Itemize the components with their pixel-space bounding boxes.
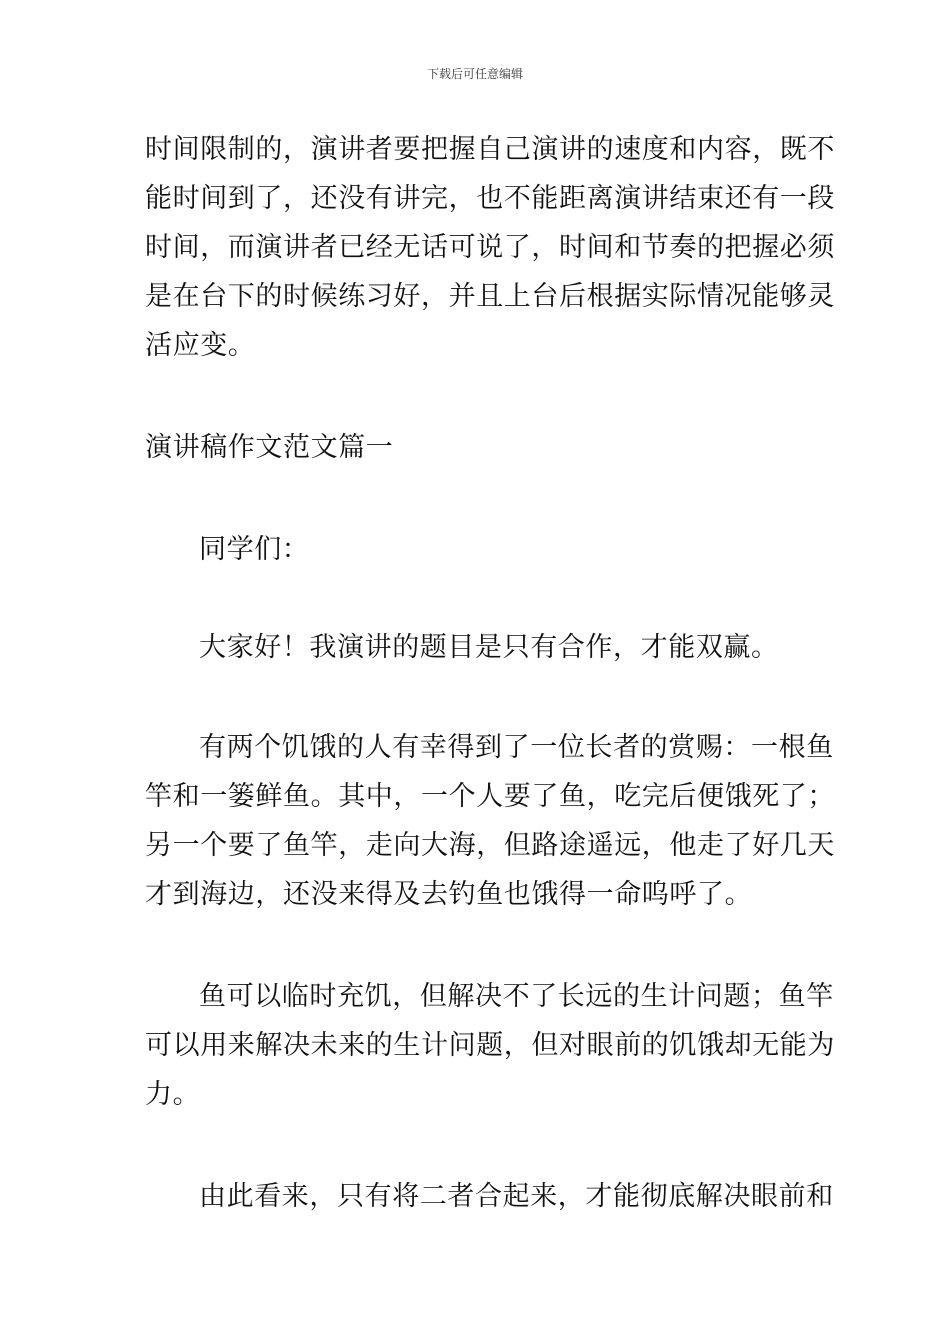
text-line: 有两个饥饿的人有幸得到了一位长者的赏赐：一根鱼: [199, 732, 834, 763]
paragraph-greeting: [145, 525, 863, 574]
text-line: 大家好！我演讲的题目是只有合作，才能双赢。: [199, 632, 779, 663]
text-line: 竿和一篓鲜鱼。其中，一个人要了鱼，吃完后便饿死了；: [145, 781, 835, 812]
paragraph-continuation: [145, 125, 835, 370]
text-line: 能时间到了，还没有讲完，也不能距离演讲结束还有一段: [145, 183, 835, 214]
text-line: 力。: [145, 1079, 201, 1110]
text-line: 由此看来，只有将二者合起来，才能彻底解决眼前和: [199, 1181, 834, 1212]
paragraph-conclusion: [145, 1172, 863, 1221]
text-line: 鱼可以临时充饥，但解决不了长远的生计问题；鱼竿: [199, 981, 834, 1012]
text-line: 同学们：: [199, 534, 310, 565]
section-title-text: 演讲稿作文范文篇一: [145, 432, 394, 463]
section-title: [145, 423, 809, 472]
text-line: 时间，而演讲者已经无话可说了，时间和节奏的把握必须: [145, 232, 835, 263]
text-line: 可以用来解决未来的生计问题，但对眼前的饥饿却无能为: [145, 1030, 835, 1061]
text-line: 才到海边，还没来得及去钓鱼也饿得一命呜呼了。: [145, 879, 753, 910]
page-header: 下载后可任意编辑: [426, 67, 523, 81]
text-line: 另一个要了鱼竿，走向大海，但路途遥远，他走了好几天: [145, 830, 835, 861]
text-line: 时间限制的，演讲者要把握自己演讲的速度和内容，既不: [145, 134, 835, 165]
paragraph-intro: [145, 623, 863, 672]
text-line: 活应变。: [145, 330, 256, 361]
paragraph-story: [145, 723, 835, 919]
paragraph-analysis: [145, 972, 835, 1119]
text-line: 是在台下的时候练习好，并且上台后根据实际情况能够灵: [145, 281, 835, 312]
